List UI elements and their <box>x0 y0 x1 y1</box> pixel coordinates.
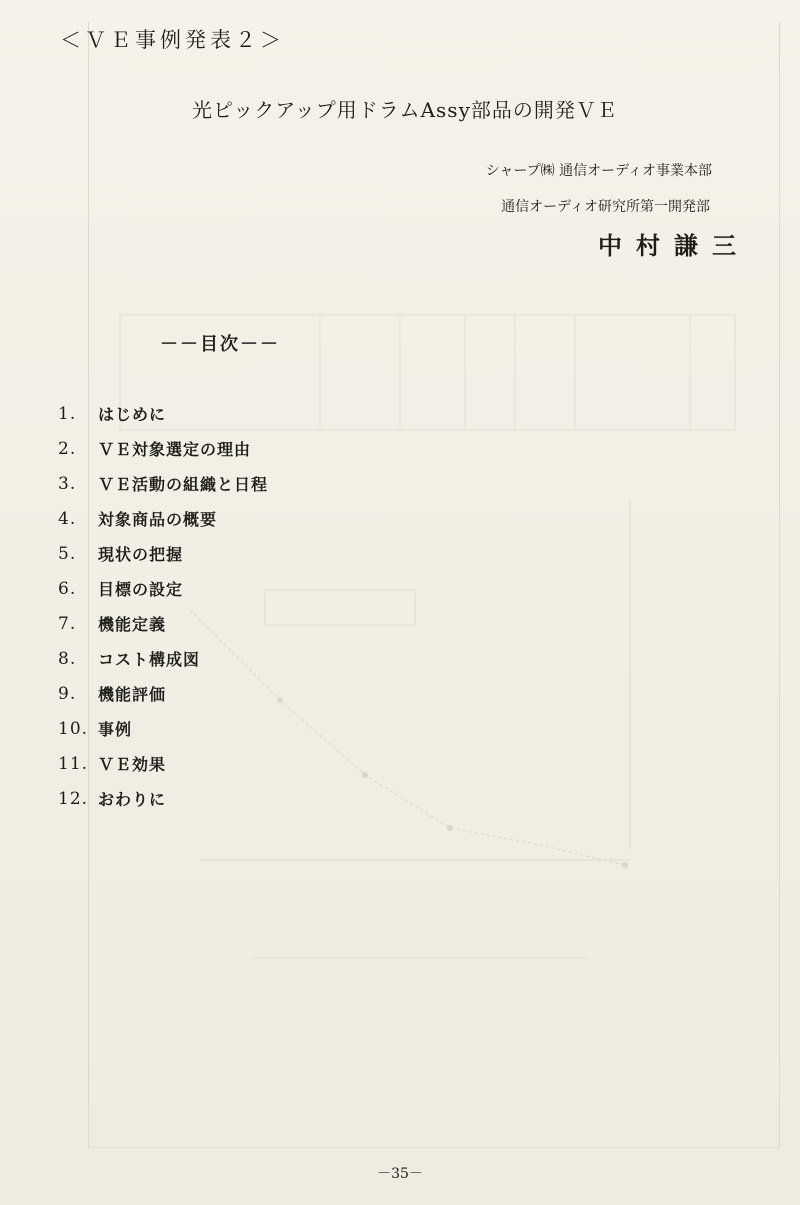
toc-item-number: 6. <box>58 578 77 599</box>
toc-item-number: 3. <box>58 473 77 494</box>
toc-item <box>58 676 268 711</box>
toc-item-number: 8. <box>58 648 77 669</box>
toc-item <box>58 536 268 571</box>
toc-item-number: 1. <box>58 403 77 424</box>
toc-item-label: 目標の設定 <box>98 580 184 599</box>
toc-item-label: 機能定義 <box>98 615 167 634</box>
toc-item-number: 12. <box>58 788 89 809</box>
affiliation-department: 通信オーディオ研究所第一開発部 <box>501 199 710 215</box>
toc-item <box>58 396 268 431</box>
toc-item-label: 事例 <box>98 720 133 739</box>
toc-item-label: 現状の把握 <box>98 545 184 564</box>
toc-item-label: ＶＥ活動の組織と日程 <box>98 475 269 494</box>
author-name: 中村謙三 <box>598 231 750 260</box>
toc-item-number: 10. <box>58 718 89 739</box>
toc-item-number: 7. <box>58 613 77 634</box>
toc-item-number: 11. <box>58 753 89 774</box>
toc-item <box>58 466 268 501</box>
toc-item-label: はじめに <box>98 405 167 424</box>
toc-item-label: 対象商品の概要 <box>98 510 218 529</box>
toc-item-label: コスト構成図 <box>98 650 201 669</box>
toc-item-label: おわりに <box>98 790 167 809</box>
toc-item <box>58 711 268 746</box>
series-title: ＜ＶＥ事例発表２＞ <box>60 28 285 52</box>
toc-item <box>58 746 268 781</box>
main-title: 光ピックアップ用ドラムAssy部品の開発ＶＥ <box>192 98 618 122</box>
toc-item-label: 機能評価 <box>98 685 167 704</box>
toc-item-number: 9. <box>58 683 77 704</box>
table-of-contents <box>58 396 268 816</box>
toc-item <box>58 501 268 536</box>
toc-item <box>58 571 268 606</box>
toc-item-number: 2. <box>58 438 77 459</box>
page-number: －35－ <box>377 1166 423 1182</box>
toc-item-number: 4. <box>58 508 77 529</box>
toc-heading: －－目次－－ <box>160 334 280 355</box>
toc-item <box>58 606 268 641</box>
toc-item-number: 5. <box>58 543 77 564</box>
toc-item-label: ＶＥ効果 <box>98 755 167 774</box>
toc-item-label: ＶＥ対象選定の理由 <box>98 440 252 459</box>
toc-item <box>58 641 268 676</box>
affiliation-division: シャープ㈱ 通信オーディオ事業本部 <box>485 163 712 179</box>
toc-item <box>58 431 268 466</box>
toc-item <box>58 781 268 816</box>
